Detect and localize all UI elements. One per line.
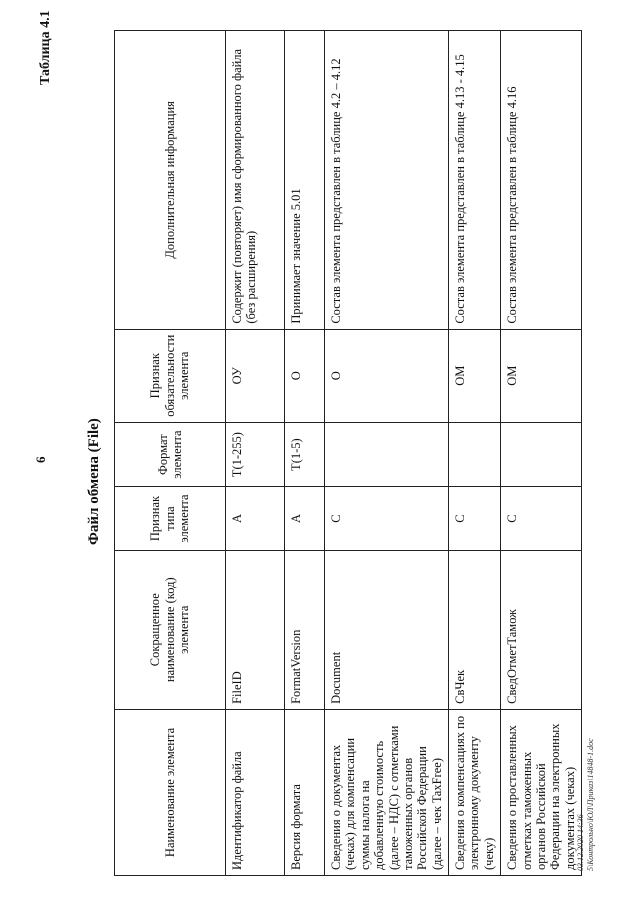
table-row — [285, 31, 325, 876]
table-cell: FormatVersion — [285, 550, 325, 709]
column-header: Дополнительная информация — [115, 31, 226, 330]
table-header-row — [115, 31, 226, 876]
footer-note — [576, 738, 597, 871]
column-header: Признак типа элемента — [115, 487, 226, 550]
table-cell: СвЧек — [449, 550, 501, 709]
table-cell: Состав элемента представлен в таблице 4.13 - 4.15 — [449, 31, 501, 330]
table-cell — [501, 422, 582, 487]
table-cell — [325, 422, 449, 487]
document-title: Файл обмена (File) — [86, 418, 102, 545]
table-cell: О — [285, 329, 325, 422]
footer-timestamp: 03.12.2020 14:36 — [576, 814, 585, 871]
table-cell: ОМ — [501, 329, 582, 422]
table-cell: Идентификатор файла — [226, 709, 285, 875]
table-row — [325, 31, 449, 876]
table-cell: С — [449, 487, 501, 550]
table-cell: Состав элемента представлен в таблице 4.2 – 4.12 — [325, 31, 449, 330]
data-table — [114, 30, 582, 876]
table-cell: С — [501, 487, 582, 550]
table-cell: Принимает значение 5.01 — [285, 31, 325, 330]
table-caption: Таблица 4.1 — [38, 10, 53, 85]
table-cell: FileID — [226, 550, 285, 709]
table-cell: А — [285, 487, 325, 550]
column-header: Сокращенное наименование (код) элемента — [115, 550, 226, 709]
table-cell: О — [325, 329, 449, 422]
table-row — [501, 31, 582, 876]
table-cell: T(1-255) — [226, 422, 285, 487]
column-header: Формат элемента — [115, 422, 226, 487]
table-cell: А — [226, 487, 285, 550]
table-cell: ОМ — [449, 329, 501, 422]
table-cell: Сведения о документах (чеках) для компенсации суммы налога на добавленную стоимость (далее – НДС) с отметками таможенных органов Российской Федерации (далее – чек TaxFree) — [325, 709, 449, 875]
table-cell: T(1-5) — [285, 422, 325, 487]
table-cell: С — [325, 487, 449, 550]
table-cell: СведОтметТамож — [501, 550, 582, 709]
table-cell: ОУ — [226, 329, 285, 422]
table-cell: Сведения о компенсациях по электронному документу (чеку) — [449, 709, 501, 875]
column-header: Наименование элемента — [115, 709, 226, 875]
table-cell: Document — [325, 550, 449, 709]
table-cell: Версия формата — [285, 709, 325, 875]
table-cell: Содержит (повторяет) имя сформированного файла (без расширения) — [226, 31, 285, 330]
table-row — [226, 31, 285, 876]
table-cell — [449, 422, 501, 487]
column-header: Признак обязательности элемента — [115, 329, 226, 422]
table-cell: Сведения о проставленных отметках таможенных органов Российской Федерации на электронных документах (чеках) — [501, 709, 582, 875]
table-row — [449, 31, 501, 876]
table-cell: Состав элемента представлен в таблице 4.16 — [501, 31, 582, 330]
footer-file-path: 5\Контрольно\ЮЛ\Приказ\14848-1.doc — [586, 738, 596, 871]
page-number: 6 — [33, 456, 48, 463]
